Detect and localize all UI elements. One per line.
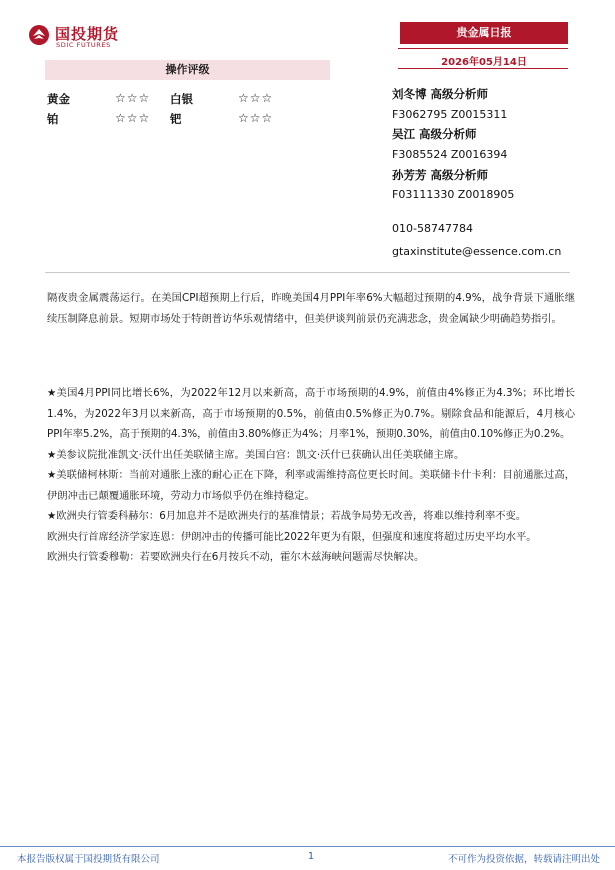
footer-disclaimer: 不可作为投资依据，转载请注明出处	[447, 854, 600, 865]
rating-stars-gold: ☆☆☆	[115, 91, 151, 105]
rating-stars-silver: ☆☆☆	[238, 91, 274, 105]
company-logo	[28, 22, 148, 52]
logo-mark-icon	[28, 24, 50, 46]
footer-page-number: 1	[307, 851, 315, 862]
rating-name-platinum: 铂	[47, 112, 59, 126]
rating-title: 操作评级	[45, 60, 330, 80]
logo-text-en: SDIC FUTURES	[56, 41, 111, 49]
header-divider	[398, 48, 568, 49]
rating-name-palladium: 钯	[170, 112, 182, 126]
contact-email[interactable]: gtaxinstitute@essence.com.cn	[392, 245, 562, 258]
news-item-ppi: ★美国4月PPI同比增长6%，为2022年12月以来新高，高于市场预期的4.9%，前值由4%修正为4.3%；环比增长1.4%，为2022年3月以来新高，高于市场预期的0.5%，前值由0.5%修正为0.7%。剔除食品和能源后，4月核心PPI年率5.2%，高于预期的4.3%，前值由3.80%修正为4%；月率1%，预期0.30%，前值由0.10%修正为0.2%。	[47, 387, 575, 440]
analyst-name-2: 吴江 高级分析师	[392, 127, 477, 141]
header-divider-lower	[398, 68, 568, 69]
rating-name-gold: 黄金	[47, 92, 70, 106]
rating-stars-palladium: ☆☆☆	[238, 111, 274, 125]
analyst-name-1: 刘冬博 高级分析师	[392, 87, 489, 101]
report-date: 2026年05月14日	[441, 57, 527, 68]
footer-divider	[0, 846, 615, 847]
summary-text: 隔夜贵金属震荡运行。在美国CPI超预期上行后，昨晚美国4月PPI年率6%大幅超过预期的4.9%，战争背景下通胀继续压制降息前景。短期市场处于特朗普访华乐观情绪中，但美伊谈判前景仍充满悲念，贵金属缺少明确趋势指引。	[47, 292, 575, 325]
analyst-name-3: 孙芳芳 高级分析师	[392, 168, 489, 182]
rating-stars-platinum: ☆☆☆	[115, 111, 151, 125]
news-item-kocher: ★欧洲央行管委科赫尔：6月加息并不是欧洲央行的基准情景；若战争局势无改善，将难以维持利率不变。	[47, 510, 527, 522]
contact-phone: 010-58747784	[392, 222, 473, 235]
rating-name-silver: 白银	[170, 92, 193, 106]
news-item-senate: ★美参议院批准凯文·沃什出任美联储主席。美国白宫：凯文·沃什已获确认出任美联储主席。	[47, 448, 465, 461]
news-item-lane: 欧洲央行首席经济学家连恩：伊朗冲击的传播可能比2022年更为有限，但强度和速度将超过历史平均水平。	[47, 530, 537, 543]
news-item-collins: ★美联储柯林斯：当前对通胀上涨的耐心正在下降，利率或需维持高位更长时间。美联储卡什卡利：目前通胀过高，伊朗冲击已颠覆通胀环境，劳动力市场似乎仍在维持稳定。	[47, 469, 575, 502]
analyst-code-3: F03111330 Z0018905	[392, 188, 515, 201]
news-list	[47, 383, 575, 568]
logo-text-cn: 国投期货	[55, 25, 120, 43]
footer-copyright: 本报告版权属于国投期货有限公司	[17, 854, 160, 865]
summary-paragraph	[47, 288, 575, 329]
analyst-code-2: F3085524 Z0016394	[392, 148, 508, 161]
report-title: 贵金属日报	[400, 22, 568, 44]
section-divider	[45, 272, 570, 273]
analyst-code-1: F3062795 Z0015311	[392, 108, 508, 121]
news-item-muller: 欧洲央行管委穆勒：若要欧洲央行在6月按兵不动，霍尔木兹海峡问题需尽快解决。	[47, 551, 425, 563]
